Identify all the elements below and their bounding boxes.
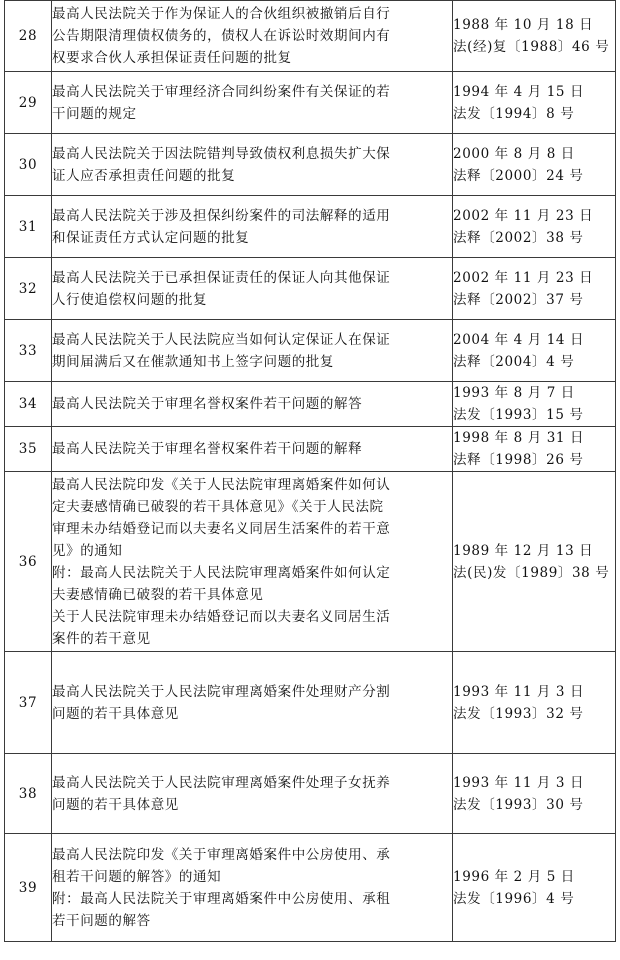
- document-title-line: 案件的若干意见: [52, 630, 151, 647]
- document-title-line: 干问题的规定: [52, 105, 137, 122]
- table-row: [5, 196, 616, 258]
- table-row: [5, 72, 616, 134]
- issuance-cell: [453, 72, 616, 134]
- document-title-cell: [52, 834, 453, 942]
- row-number: 31: [5, 196, 52, 258]
- document-number: 法(民)发〔1989〕38 号: [453, 564, 610, 581]
- issue-date: 1993 年 11 月 3 日: [453, 683, 585, 700]
- document-number: 法释〔2000〕24 号: [453, 167, 584, 184]
- issue-date: 2002 年 11 月 23 日: [453, 207, 594, 224]
- table-row: [5, 472, 616, 652]
- issuance-cell: [453, 320, 616, 382]
- table-row: [5, 320, 616, 382]
- row-number: 33: [5, 320, 52, 382]
- issuance-cell: [453, 472, 616, 652]
- document-title-line: 问题的若干具体意见: [52, 705, 179, 722]
- table-row: [5, 754, 616, 834]
- document-number: 法发〔1994〕8 号: [453, 105, 575, 122]
- table-row: [5, 1, 616, 72]
- document-title-line: 最高人民法院关于作为保证人的合伙组织被撤销后自行: [52, 6, 391, 22]
- document-number: 法发〔1993〕32 号: [453, 705, 584, 722]
- document-title-line: 租若干问题的解答》的通知: [52, 868, 222, 885]
- issuance-cell: [453, 754, 616, 834]
- regulations-table: [4, 0, 616, 942]
- issuance-cell: [453, 196, 616, 258]
- document-title-line: 问题的若干具体意见: [52, 796, 179, 813]
- issue-date: 2002 年 11 月 23 日: [453, 269, 594, 286]
- issue-date: 1989 年 12 月 13 日: [453, 542, 594, 559]
- issuance-cell: [453, 382, 616, 427]
- document-title-line: 期间届满后又在催款通知书上签字问题的批复: [52, 353, 334, 370]
- table-row: [5, 382, 616, 427]
- document-number: 法释〔1998〕26 号: [453, 452, 584, 468]
- row-number: 29: [5, 72, 52, 134]
- row-number: 35: [5, 427, 52, 472]
- regulations-table-body: [5, 1, 616, 942]
- document-title-line: 最高人民法院印发《关于人民法院审理离婚案件如何认: [52, 476, 391, 493]
- issue-date: 1998 年 8 月 31 日: [453, 430, 585, 446]
- issuance-cell: [453, 427, 616, 472]
- issuance-cell: [453, 1, 616, 72]
- document-title-line: 最高人民法院关于涉及担保纠纷案件的司法解释的适用: [52, 207, 391, 224]
- table-row: [5, 427, 616, 472]
- document-title-line: 夫妻感情确已破裂的若干具体意见: [52, 586, 264, 603]
- issue-date: 2000 年 8 月 8 日: [453, 145, 575, 162]
- document-title-line: 最高人民法院关于审理名誉权案件若干问题的解答: [52, 396, 363, 412]
- document-title-line: 公告期限清理债权债务的，债权人在诉讼时效期间内有: [52, 28, 391, 44]
- document-title-line: 附：最高人民法院关于审理离婚案件中公房使用、承租: [52, 890, 391, 907]
- document-title-line: 最高人民法院关于人民法院审理离婚案件处理财产分割: [52, 683, 391, 700]
- issuance-cell: [453, 834, 616, 942]
- document-title-line: 关于人民法院审理未办结婚登记而以夫妻名义同居生活: [52, 608, 391, 625]
- document-title-line: 最高人民法院关于人民法院审理离婚案件处理子女抚养: [52, 774, 391, 791]
- document-number: 法发〔1996〕4 号: [453, 890, 575, 907]
- document-title-cell: [52, 754, 453, 834]
- issuance-cell: [453, 258, 616, 320]
- row-number: 39: [5, 834, 52, 942]
- document-title-cell: [52, 134, 453, 196]
- document-title-line: 审理未办结婚登记而以夫妻名义同居生活案件的若干意: [52, 520, 391, 537]
- document-number: 法发〔1993〕15 号: [453, 407, 584, 423]
- document-number: 法(经)复〔1988〕46 号: [453, 39, 610, 55]
- document-title-line: 附：最高人民法院关于人民法院审理离婚案件如何认定: [52, 564, 391, 581]
- document-number: 法释〔2002〕38 号: [453, 229, 584, 246]
- issue-date: 1993 年 8 月 7 日: [453, 385, 575, 401]
- document-title-cell: [52, 472, 453, 652]
- document-title-cell: [52, 258, 453, 320]
- row-number: 34: [5, 382, 52, 427]
- document-title-cell: [52, 652, 453, 754]
- document-title-line: 证人应否承担责任问题的批复: [52, 167, 236, 184]
- issue-date: 1988 年 10 月 18 日: [453, 17, 594, 33]
- issue-date: 1993 年 11 月 3 日: [453, 774, 585, 791]
- table-row: [5, 834, 616, 942]
- document-title-line: 人行使追偿权问题的批复: [52, 291, 208, 308]
- row-number: 36: [5, 472, 52, 652]
- row-number: 32: [5, 258, 52, 320]
- document-number: 法释〔2004〕4 号: [453, 353, 575, 370]
- document-title-cell: [52, 382, 453, 427]
- document-title-line: 权要求合伙人承担保证责任问题的批复: [52, 50, 292, 66]
- table-row: [5, 258, 616, 320]
- table-row: [5, 652, 616, 754]
- document-title-line: 定夫妻感情确已破裂的若干具体意见》《关于人民法院: [52, 498, 384, 515]
- document-title-cell: [52, 427, 453, 472]
- document-title-line: 见》的通知: [52, 542, 123, 559]
- document-title-line: 最高人民法院关于已承担保证责任的保证人向其他保证: [52, 269, 391, 286]
- document-title-line: 和保证责任方式认定问题的批复: [52, 229, 250, 246]
- document-title-line: 最高人民法院关于人民法院应当如何认定保证人在保证: [52, 331, 391, 348]
- document-title-cell: [52, 72, 453, 134]
- document-title-line: 若干问题的解答: [52, 912, 151, 929]
- issue-date: 2004 年 4 月 14 日: [453, 331, 585, 348]
- issue-date: 1996 年 2 月 5 日: [453, 868, 575, 885]
- document-title-cell: [52, 1, 453, 72]
- document-number: 法释〔2002〕37 号: [453, 291, 584, 308]
- document-number: 法发〔1993〕30 号: [453, 796, 584, 813]
- row-number: 30: [5, 134, 52, 196]
- issuance-cell: [453, 652, 616, 754]
- document-title-line: 最高人民法院关于审理经济合同纠纷案件有关保证的若: [52, 83, 391, 100]
- row-number: 28: [5, 1, 52, 72]
- issue-date: 1994 年 4 月 15 日: [453, 83, 585, 100]
- table-row: [5, 134, 616, 196]
- document-title-line: 最高人民法院关于因法院错判导致债权利息损失扩大保: [52, 145, 391, 162]
- document-title-line: 最高人民法院印发《关于审理离婚案件中公房使用、承: [52, 846, 391, 863]
- row-number: 37: [5, 652, 52, 754]
- row-number: 38: [5, 754, 52, 834]
- document-title-cell: [52, 196, 453, 258]
- issuance-cell: [453, 134, 616, 196]
- document-title-line: 最高人民法院关于审理名誉权案件若干问题的解释: [52, 441, 363, 457]
- document-title-cell: [52, 320, 453, 382]
